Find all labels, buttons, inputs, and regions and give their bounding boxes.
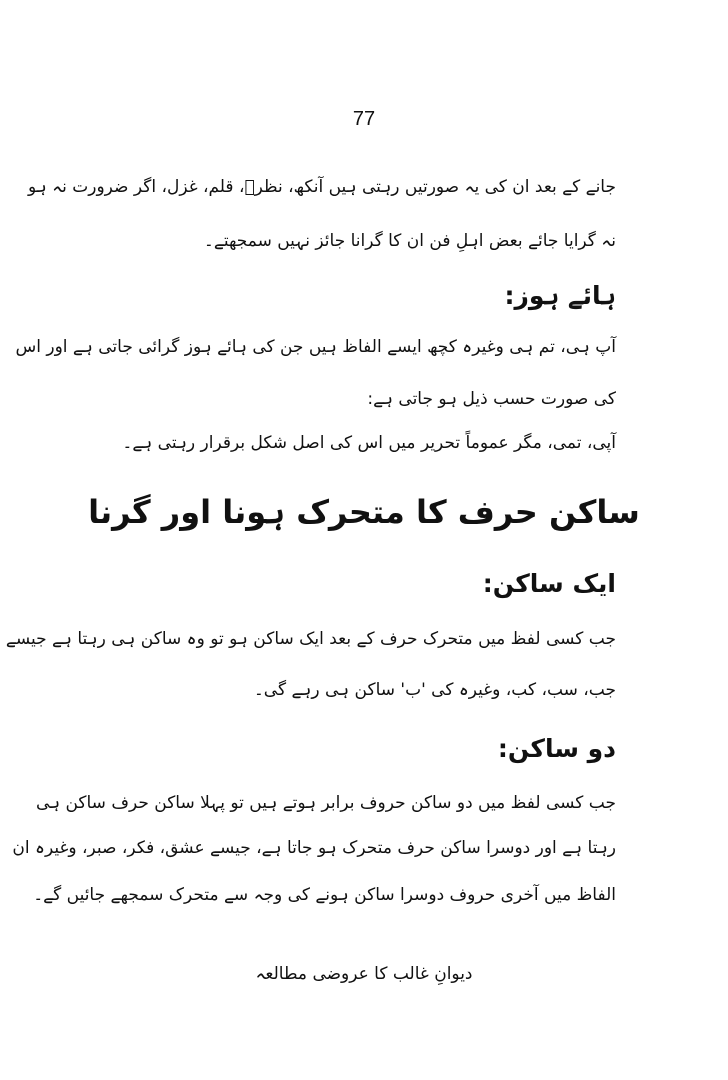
paragraph-1-line-1: جانے کے بعد ان کی یہ صورتیں رہتی ہیں آنکھ، نظرؔ، قلم، غزل، اگر ضرورت نہ ہو <box>28 177 616 197</box>
paragraph-2-line-1: آپ ہی، تم ہی وغیرہ کچھ ایسے الفاظ ہیں جن کی ہائے ہوز گرائی جاتی ہے اور اس <box>15 337 616 357</box>
paragraph-4-line-1: جب کسی لفظ میں دو ساکن حروف برابر ہوتے ہیں تو پہلا ساکن حرف ساکن ہی <box>35 793 616 813</box>
page-number: 77 <box>352 108 376 130</box>
paragraph-3-line-1: جب کسی لفظ میں متحرک حرف کے بعد ایک ساکن ہو تو وہ ساکن ہی رہتا ہے جیسے <box>5 629 616 649</box>
main-heading: ساکن حرف کا متحرک ہونا اور گرنا <box>88 493 640 531</box>
heading-do-sakin: دو ساکن: <box>497 734 616 763</box>
paragraph-2-line-2: کی صورت حسب ذیل ہو جاتی ہے: <box>367 389 616 409</box>
paragraph-3-line-2: جب، سب، کب، وغیرہ کی 'ب' ساکن ہی رہے گی۔ <box>253 680 616 700</box>
heading-hai-hawwaz: ہائے ہوز: <box>504 281 616 310</box>
paragraph-4-line-3: الفاظ میں آخری حروف دوسرا ساکن ہونے کی وجہ سے متحرک سمجھے جائیں گے۔ <box>33 885 616 905</box>
book-title-footer: دیوانِ غالب کا عروضی مطالعہ <box>255 964 473 984</box>
heading-aik-sakin: ایک ساکن: <box>482 569 616 598</box>
paragraph-1-line-2: نہ گرایا جائے بعض اہلِ فن ان کا گرانا جائز نہیں سمجھتے۔ <box>203 231 616 251</box>
paragraph-2-line-3: آپی، تمی، مگر عموماً تحریر میں اس کی اصل شکل برقرار رہتی ہے۔ <box>122 433 616 453</box>
paragraph-4-line-2: رہتا ہے اور دوسرا ساکن حرف متحرک ہو جاتا ہے، جیسے عشق، فکر، صبر، وغیرہ ان <box>12 838 616 858</box>
